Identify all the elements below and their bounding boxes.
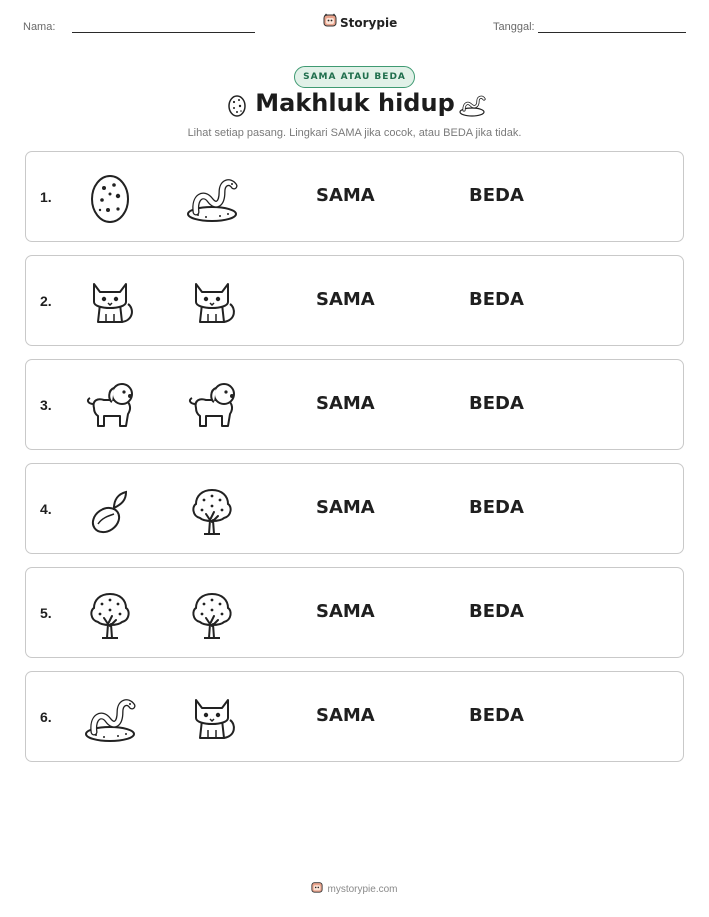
question-number: 4.	[40, 501, 52, 517]
instructions-text: Lihat setiap pasang. Lingkari SAMA jika cocok, atau BEDA jika tidak.	[187, 127, 522, 139]
same-option[interactable]: SAMA	[316, 497, 375, 518]
seed-icon	[82, 482, 138, 538]
brand-name: Storypie	[340, 15, 398, 30]
tree-icon	[184, 482, 240, 538]
egg-icon	[226, 93, 248, 117]
different-option[interactable]: BEDA	[469, 289, 524, 310]
egg-icon	[82, 170, 138, 226]
tree-icon	[82, 586, 138, 642]
same-option[interactable]: SAMA	[316, 289, 375, 310]
question-row	[25, 567, 684, 658]
footer-site-link[interactable]: mystorypie.com	[327, 883, 398, 895]
different-option[interactable]: BEDA	[469, 393, 524, 414]
different-option[interactable]: BEDA	[469, 497, 524, 518]
worm-icon	[82, 690, 138, 746]
worm-icon	[184, 170, 240, 226]
name-field-line[interactable]	[72, 32, 255, 33]
page-title: Makhluk hidup	[255, 89, 455, 117]
worm-icon	[458, 93, 488, 117]
same-option[interactable]: SAMA	[316, 601, 375, 622]
date-label: Tanggal:	[493, 21, 535, 33]
question-row	[25, 463, 684, 554]
same-option[interactable]: SAMA	[316, 705, 375, 726]
question-row	[25, 151, 684, 242]
date-field-line[interactable]	[538, 32, 686, 33]
puppy-icon	[184, 378, 240, 434]
footer	[0, 880, 709, 898]
cat-icon	[82, 274, 138, 330]
storypie-mascot-icon	[323, 13, 337, 32]
question-row	[25, 671, 684, 762]
question-number: 6.	[40, 709, 52, 725]
question-number: 1.	[40, 189, 52, 205]
puppy-icon	[82, 378, 138, 434]
different-option[interactable]: BEDA	[469, 705, 524, 726]
different-option[interactable]: BEDA	[469, 185, 524, 206]
activity-badge: SAMA ATAU BEDA	[294, 66, 415, 88]
same-option[interactable]: SAMA	[316, 185, 375, 206]
different-option[interactable]: BEDA	[469, 601, 524, 622]
question-number: 5.	[40, 605, 52, 621]
cat-icon	[184, 274, 240, 330]
question-row	[25, 255, 684, 346]
question-number: 3.	[40, 397, 52, 413]
cat-icon	[184, 690, 240, 746]
brand-logo	[323, 13, 397, 32]
question-row	[25, 359, 684, 450]
tree-icon	[184, 586, 240, 642]
same-option[interactable]: SAMA	[316, 393, 375, 414]
storypie-mascot-icon	[311, 880, 323, 898]
question-number: 2.	[40, 293, 52, 309]
name-label: Nama:	[23, 21, 56, 33]
